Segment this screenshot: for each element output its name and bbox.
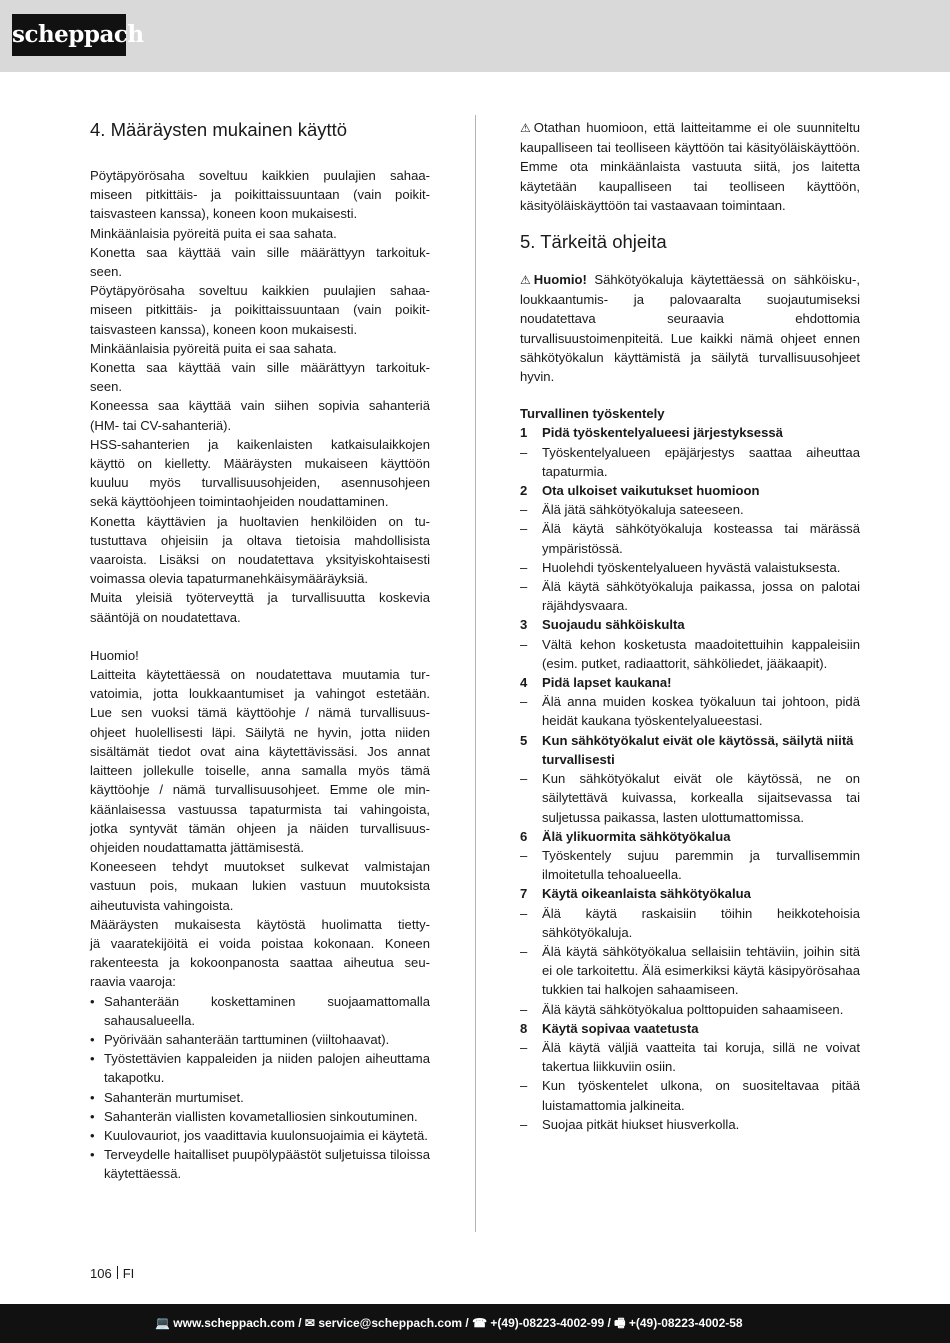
safety-point: – Älä käytä sähkötyökaluja paikassa, jossa on palotai räjähdysvaara. — [520, 577, 860, 615]
hazard-list — [90, 992, 430, 1184]
hazard-item: • Pyörivään sahanterään tarttuminen (viiltohaavat). — [90, 1030, 430, 1049]
safety-point: – Älä käytä väljiä vaatteita tai koruja, sillä ne voivat takertua liikkuviin osiin. — [520, 1038, 860, 1076]
safety-point: – Vältä kehon kosketusta maadoitettuihin kappaleisiin (esim. putket, radiaattorit, sähköliedet, jääkaapit). — [520, 635, 860, 673]
note-title: Huomio! — [90, 647, 139, 663]
website-link[interactable]: www.scheppach.com — [173, 1316, 295, 1330]
header-band — [0, 0, 950, 72]
intro-paragraph: Konetta saa käyttää vain sille määrättyyn tarkoituk- seen. — [90, 360, 430, 395]
safety-item-title: Käytä oikeanlaista sähkötyökalua — [542, 886, 751, 902]
warning-triangle-icon: ⚠ — [520, 121, 531, 135]
hazard-item: • Kuulovauriot, jos vaadittavia kuulonsuojaimia ei käytetä. — [90, 1126, 430, 1145]
fax-number: +(49)-08223-4002-58 — [628, 1316, 743, 1330]
computer-icon: 💻 — [155, 1316, 170, 1330]
hazard-item: • Sahanterään koskettaminen suojaamattomalla sahausalueella. — [90, 992, 430, 1030]
safety-point: – Älä käytä sähkötyökalua sellaisiin tehtäviin, joihin sitä ei ole tarkoitettu. Älä esimerkiksi käytä käsipyörösahaa tukkien tai halkojen sahaamiseen. — [520, 942, 860, 1000]
footer-bar: 💻 www.scheppach.com / ✉ service@scheppach.com / ☎ +(49)-08223-4002-99 / 🖷 +(49)-08223-4002-58 — [0, 1304, 950, 1343]
safety-item-title: Suojaudu sähköiskulta — [542, 617, 685, 633]
safety-point: – Kun työskentelet ulkona, on suositeltavaa pitää luistamattomia jalkineita. — [520, 1076, 860, 1114]
phone-number: +(49)-08223-4002-99 — [490, 1316, 605, 1330]
safety-item-heading — [520, 1019, 860, 1038]
commercial-use-note: ⚠ Otathan huomioon, että laitteitamme ei ole suunniteltu kaupalliseen tai teolliseen käyttöön tai käsityöläiskäyttöön. Emme ota minkäänlaista vastuuta siitä, jos laitetta käytetään kaupalliseen tai teolliseen käyttöön, käsityöläiskäyttöön tai vastaavaan toimintaan. — [520, 120, 860, 213]
safety-item-title: Kun sähkötyökalut eivät ole käytössä, säilytä niitä turvallisesti — [542, 732, 854, 767]
right-column — [520, 118, 860, 1134]
safety-item-heading — [520, 884, 860, 903]
intro-paragraph: Minkäänlaisia pyöreitä puita ei saa sahata. — [90, 340, 337, 356]
section-4-heading: 4. Määräysten mukainen käyttö — [90, 119, 348, 140]
intro-paragraph: Minkäänlaisia pyöreitä puita ei saa sahata. — [90, 225, 337, 241]
safety-item-number: 4 — [520, 675, 528, 691]
safety-item-number: 3 — [520, 617, 528, 633]
intro-paragraph: Koneessa saa käyttää vain siihen sopivia sahanteriä (HM- tai CV-sahanteriä). — [90, 398, 430, 433]
safety-item-title: Käytä sopivaa vaatetusta — [542, 1020, 699, 1036]
hazard-item: • Terveydelle haitalliset puupölypäästöt suljetuissa tiloissa käytettäessä. — [90, 1145, 430, 1183]
safety-items-list — [520, 423, 860, 1134]
email-link[interactable]: service@scheppach.com — [318, 1316, 463, 1330]
safety-item-heading — [520, 673, 860, 692]
hazard-item: • Sahanterän viallisten kovametalliosien sinkoutuminen. — [90, 1107, 430, 1126]
note-text — [90, 665, 430, 991]
safety-point: – Älä käytä sähkötyökalua polttopuiden sahaamiseen. — [520, 1000, 860, 1019]
safety-point: – Työskentely sujuu paremmin ja turvallisemmin ilmoitetulla tehoalueella. — [520, 846, 860, 884]
intro-paragraph: Pöytäpyörösaha soveltuu kaikkien puulajien sahaa- miseen pitkittäis- ja poikittaissuuntaan (vain poikit- taisvasteen kanssa), koneen koon mukaisesti. — [90, 168, 430, 222]
safety-point: – Älä anna muiden koskea työkaluun tai johtoon, pidä heidät kaukana työskentelyalueestasi. — [520, 692, 860, 730]
safety-item-number: 5 — [520, 732, 528, 748]
phone-icon: ☎ — [472, 1316, 488, 1330]
intro-paragraph: HSS-sahanterien ja kaikenlaisten katkaisulaikkojen käyttö on kielletty. Määräysten mukaiseen käyttöön kuuluu myös turvallisuusohjeiden, asennusohjeen sekä käyttöohjeen toimintaohjeiden noudattaminen. — [90, 436, 430, 510]
safety-warning: ⚠ Huomio! Sähkötyökaluja käytettäessä on sähköisku-, loukkaantumis- ja palovaaralta suojautumiseksi noudatettava seuraavia ehdottomia turvallisuustoimenpiteitä. Lue kaikki nämä ohjeet ennen sähkötyökalun käyttämistä ja säilytä turvallisuusohjeet hyvin. — [520, 272, 860, 385]
safety-item-heading — [520, 615, 860, 634]
note-paragraph: Koneeseen tehdyt muutokset sulkevat valmistajan vastuun pois, mukaan lukien vastuun muutoksista aiheutuvista vahingoista. — [90, 859, 430, 913]
scheppach-logo: scheppach — [12, 14, 126, 56]
safety-item-heading — [520, 423, 860, 442]
safety-item-number: 8 — [520, 1020, 528, 1036]
safety-point: – Suojaa pitkät hiukset hiusverkolla. — [520, 1115, 860, 1134]
hazard-item: • Työstettävien kappaleiden ja niiden palojen aiheuttama takapotku. — [90, 1049, 430, 1087]
intro-paragraph: Konetta saa käyttää vain sille määrättyyn tarkoituk- seen. — [90, 244, 430, 280]
left-column — [90, 118, 430, 1184]
note-paragraph: Laitteita käytettäessä on noudatettava muutamia tur- vatoimia, jotta loukkaantumiset ja vahingot estetään. Lue sen vuoksi tämä käyttöohje / nämä turvallisuus- ohjeet huolellisesti läpi. Säilytä ne hyvin, jotta niiden sisältämät tiedot ovat aina käytettävissäsi. Jos annat laitteen jollekulle toiselle, anna samalla myös tämä käyttöohje / nämä turvallisuusohjeet. Emme ole min- käänlaisessa vastuussa tapaturmista tai vahingoista, jotka syntyvät tämän ohjeen ja näiden turvallisuus- ohjeiden noudattamatta jättämisestä. — [90, 667, 430, 855]
column-divider — [475, 115, 476, 1232]
note-paragraph: Määräysten mukaisesta käytöstä huolimatta tietty- jä vaaratekijöitä ei voida poistaa kokonaan. Koneen rakenteesta ja kokoonpanosta saattaa aiheutua seu- raavia vaaroja: — [90, 916, 430, 990]
warning-triangle-icon: ⚠ — [520, 273, 531, 288]
safety-item-title: Ota ulkoiset vaikutukset huomioon — [542, 483, 760, 499]
safety-item-number: 1 — [520, 425, 528, 441]
page-number: 106 FI — [90, 1266, 135, 1281]
fax-icon: 🖷 — [614, 1316, 626, 1330]
safety-point: – Älä jätä sähkötyökaluja sateeseen. — [520, 500, 860, 519]
safety-point: – Kun sähkötyökalut eivät ole käytössä, ne on säilytettävä kuivassa, korkealla sijaitsevassa tai suljetussa paikassa, lasten ulottumattomissa. — [520, 769, 860, 827]
hazard-item: • Sahanterän murtumiset. — [90, 1088, 430, 1107]
safety-item-heading — [520, 731, 860, 769]
mail-icon: ✉ — [304, 1316, 315, 1330]
intro-paragraph: Pöytäpyörösaha soveltuu kaikkien puulajien sahaa- miseen pitkittäis- ja poikittaissuuntaan (vain poikit- taisvasteen kanssa), koneen koon mukaisesti. — [90, 283, 430, 337]
intro-paragraph: Konetta käyttävien ja huoltavien henkilöiden on tu- tustuttava ohjeisiin ja oltava tietoisia mahdollisista vaaroista. Lisäksi on noudatettava yksityiskohtaisesti voimassa olevia tapaturmanehkäisymääräyksiä. — [90, 513, 430, 587]
safe-work-heading: Turvallinen työskentely — [520, 406, 665, 422]
safety-point: – Älä käytä raskaisiin töihin heikkotehoisia sähkötyökaluja. — [520, 904, 860, 942]
safety-item-heading — [520, 827, 860, 846]
intended-use-text — [90, 166, 430, 627]
safety-item-heading — [520, 481, 860, 500]
safety-point: – Älä käytä sähkötyökaluja kosteassa tai märässä ympäristössä. — [520, 519, 860, 557]
intro-paragraph: Muita yleisiä työterveyttä ja turvallisuutta koskevia sääntöjä on noudatettava. — [90, 590, 430, 625]
safety-point: – Työskentelyalueen epäjärjestys saattaa aiheuttaa tapaturmia. — [520, 443, 860, 481]
safety-item-number: 6 — [520, 828, 528, 844]
safety-item-title: Pidä työskentelyalueesi järjestyksessä — [542, 425, 783, 441]
safety-point: – Huolehdi työskentelyalueen hyvästä valaistuksesta. — [520, 558, 860, 577]
safety-item-title: Älä ylikuormita sähkötyökalua — [542, 828, 731, 844]
section-5-heading: 5. Tärkeitä ohjeita — [520, 231, 667, 253]
safety-item-title: Pidä lapset kaukana! — [542, 675, 672, 691]
safety-item-number: 7 — [520, 886, 528, 902]
safety-item-number: 2 — [520, 483, 528, 499]
